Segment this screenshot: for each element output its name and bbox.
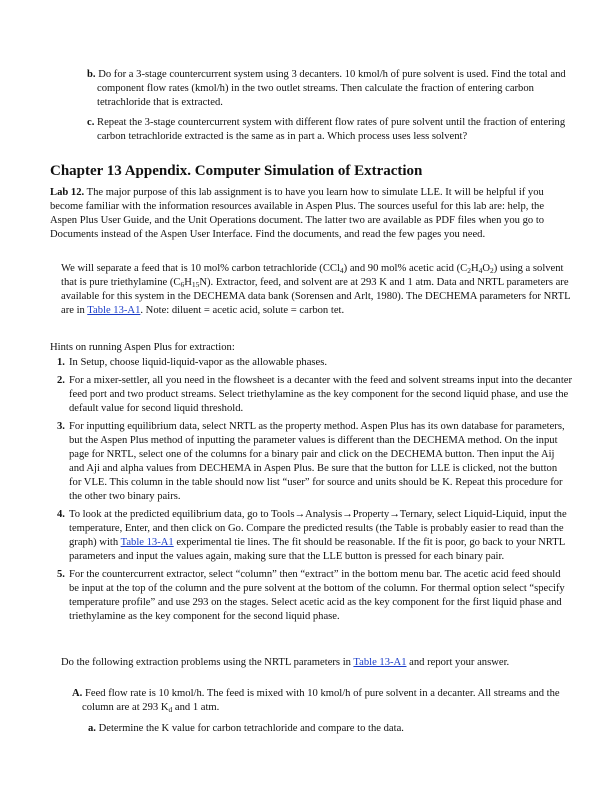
hints-heading: Hints on running Aspen Plus for extraction: bbox=[50, 342, 235, 353]
text-run: N). Extractor, feed, and solvent are at 293 K and 1 atm. Data and NRTL parameters are available for this system in the DECHEMA data bank (Sorensen and Arlt, 1980). The DECHEMA parameters for NRTL are in bbox=[61, 277, 571, 316]
subscript: d bbox=[168, 705, 173, 714]
problem-part-c bbox=[87, 116, 567, 144]
text-run: H bbox=[470, 263, 479, 274]
part-text: Determine the K value for carbon tetrachloride and compare to the data. bbox=[98, 723, 404, 734]
do-following-paragraph bbox=[61, 656, 571, 670]
item-number: 1. bbox=[57, 357, 65, 368]
problem-part-a bbox=[88, 722, 578, 736]
list-item bbox=[57, 508, 572, 564]
subscript: 15 bbox=[191, 280, 200, 289]
table-link[interactable]: Table 13-A1 bbox=[120, 537, 174, 548]
item-text bbox=[69, 508, 572, 564]
subscript: 4 bbox=[339, 266, 344, 275]
text-run: Feed flow rate is 10 kmol/h. The feed is mixed with 10 kmol/h of pure solvent in a decanter. All streams and the column are at 293 K bbox=[82, 688, 560, 713]
item-text: In Setup, choose liquid-liquid-vapor as the allowable phases. bbox=[69, 357, 328, 368]
text-run: We will separate a feed that is 10 mol% carbon tetrachloride (CCl bbox=[61, 263, 340, 274]
problem-part-b bbox=[87, 68, 567, 110]
list-item bbox=[57, 374, 572, 416]
item-text: For the countercurrent extractor, select “column” then “extract” in the bottom menu bar. The acetic acid feed should be input at the top of the column and the pure solvent at the bottom of the column. For thermal option select “specify temperature profile” and use 293 on the stages. Select acetic acid as the key component for the first liquid phase and triethylamine as the key component for the second liquid phase. bbox=[69, 569, 565, 622]
lab-intro-paragraph bbox=[50, 186, 570, 242]
table-link[interactable]: Table 13-A1 bbox=[353, 657, 407, 668]
lab-text: The major purpose of this lab assignment is to have you learn how to simulate LLE. It will be helpful if you become familiar with the information resources available in Aspen Plus. The sources useful for this lab are: help, the Aspen Plus User Guide, and the Unit Operations document. The latter two are available as PDF files when you go to Documents instead of the Aspen User Interface. Find the documents, and read the few pages you need. bbox=[50, 187, 545, 240]
item-number: 5. bbox=[57, 569, 65, 580]
subscript: 6 bbox=[180, 280, 185, 289]
item-text: For inputting equilibrium data, select NRTL as the property method. Aspen Plus has its own database for parameters, but the Aspen Plus method of inputting the parameter values is different than the DECHEMA method. On the input page for NRTL, select one of the columns for a binary pair and click on the DECHEMA button. Then input the Aij and Aji and alpha values from DECHEMA in Aspen Plus. Be sure that the button for LLE is clicked, not the button for VLE. This column in the table should now list “user” for source and units should be K. Repeat this procedure for the other two binary pairs. bbox=[69, 421, 565, 502]
subscript: 2 bbox=[490, 266, 494, 275]
part-label: a. bbox=[88, 723, 96, 734]
separation-paragraph bbox=[61, 262, 571, 318]
part-label: b. bbox=[87, 69, 96, 80]
text-run: ) using a solvent that is pure triethylamine (C bbox=[61, 263, 564, 288]
list-item bbox=[57, 420, 572, 504]
section-heading: Chapter 13 Appendix. Computer Simulation of Extraction bbox=[50, 163, 423, 179]
item-number: 3. bbox=[57, 421, 65, 432]
problem-part-A bbox=[72, 687, 582, 715]
list-item bbox=[57, 356, 572, 370]
table-link[interactable]: Table 13-A1 bbox=[87, 305, 141, 316]
part-label: A. bbox=[72, 688, 83, 699]
text-run: O bbox=[482, 263, 491, 274]
list-item bbox=[57, 568, 572, 624]
text-run: H bbox=[184, 277, 192, 288]
subscript: 4 bbox=[478, 266, 483, 275]
text-run: To look at the predicted equilibrium data, go to Tools→Analysis→Property→Ternary, select Liquid-Liquid, input the temperature, Enter, and then click on Go. Compare the predicted results (the Table is probably easier to read than the graph) with bbox=[69, 509, 567, 548]
lab-label: Lab 12. bbox=[50, 187, 85, 198]
part-text: Repeat the 3-stage countercurrent system with different flow rates of pure solvent until the fraction of entering carbon tetrachloride extracted is the same as in part a. Which process uses less solvent? bbox=[97, 117, 566, 142]
item-number: 4. bbox=[57, 509, 65, 520]
text-run: ) and 90 mol% acetic acid (C bbox=[343, 263, 468, 274]
text-run: experimental tie lines. The fit should be reasonable. If the fit is poor, go back to your NRTL parameters and input the values again, making sure that the LLE button is pressed for each binary pair. bbox=[69, 537, 565, 562]
subscript: 2 bbox=[467, 266, 471, 275]
text-run: . Note: diluent = acetic acid, solute = carbon tet. bbox=[140, 305, 345, 316]
text-run: Do the following extraction problems using the NRTL parameters in bbox=[61, 657, 354, 668]
text-run: and 1 atm. bbox=[172, 702, 220, 713]
hints-list bbox=[57, 356, 572, 628]
item-text: For a mixer-settler, all you need in the flowsheet is a decanter with the feed and solvent streams input into the decanter feed port and two product streams. Select triethylamine as the key component for the second liquid phase, and use the default value for second liquid threshold. bbox=[69, 375, 572, 414]
text-run: and report your answer. bbox=[406, 657, 510, 668]
part-text: Do for a 3-stage countercurrent system using 3 decanters. 10 kmol/h of pure solvent is used. Find the total and component flow rates (kmol/h) in the two outlet streams. Then calculate the fraction of entering carbon tetrachloride that is extracted. bbox=[97, 69, 566, 108]
item-number: 2. bbox=[57, 375, 65, 386]
part-label: c. bbox=[87, 117, 95, 128]
